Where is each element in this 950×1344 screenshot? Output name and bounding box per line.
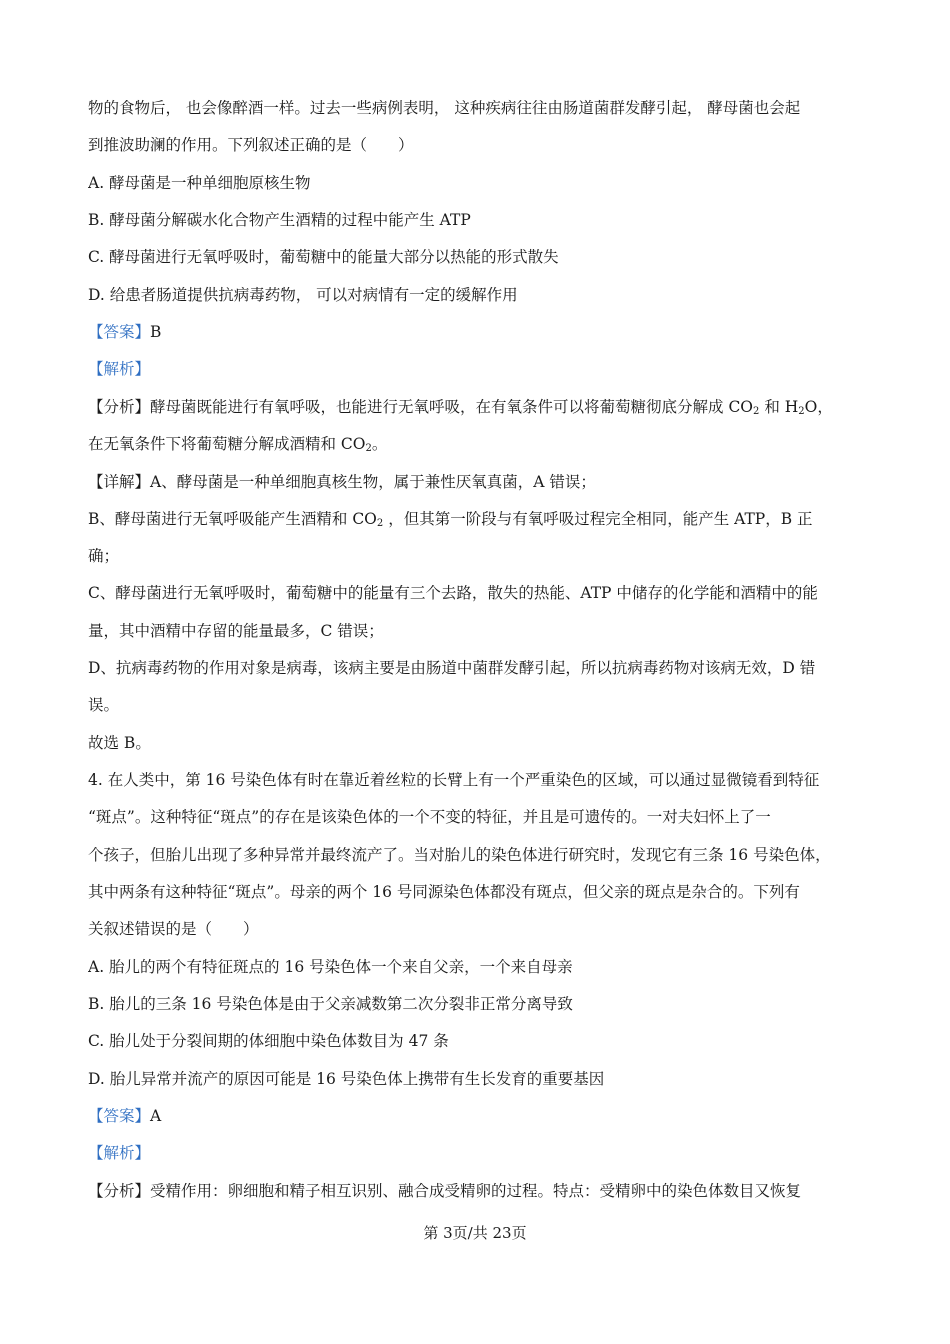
q4-stem-line-2: “斑点”。这种特征“斑点”的存在是该染色体的一个不变的特征，并且是可遗传的。一对夫妇怀上了一 (88, 808, 771, 826)
xiangjie-text: ，但其第一阶段与有氧呼吸过程完全相同，能产生 ATP，B 正 (383, 510, 813, 528)
xiangjie-text: A、酵母菌是一种单细胞真核生物，属于兼性厌氧真菌，A 错误； (150, 473, 596, 491)
subscript: 2 (753, 406, 760, 417)
fenxi-text: O， (804, 398, 833, 416)
q4-fenxi-line-1 (88, 1179, 864, 1203)
q3-xiangjie-a (88, 470, 864, 494)
xiangjie-text: B、酵母菌进行无氧呼吸能产生酒精和 CO (88, 510, 377, 528)
subscript: 2 (376, 518, 384, 529)
q3-stem-line-2: 到推波助澜的作用。下列叙述正确的是（ ） (88, 136, 414, 154)
q4-option-d: D. 胎儿异常并流产的原因可能是 16 号染色体上携带有生长发育的重要基因 (88, 1070, 605, 1088)
q3-xiangjie-b-line-2: 确； (88, 547, 120, 565)
q3-fenxi-line-2 (88, 432, 864, 456)
fenxi-tag: 【分析】 (88, 398, 151, 416)
q4-option-a: A. 胎儿的两个有特征斑点的 16 号染色体一个来自父亲，一个来自母亲 (88, 958, 573, 976)
answer-tag: 【答案】 (88, 1107, 151, 1125)
q3-fenxi-line-1 (88, 395, 864, 419)
q3-analysis-heading (88, 357, 864, 381)
answer-value: A (150, 1107, 162, 1125)
q3-xiangjie-b-line-1 (88, 507, 864, 531)
q4-stem-line-4: 其中两条有这种特征“斑点”。母亲的两个 16 号同源染色体都没有斑点，但父亲的斑点是杂合的。下列有 (88, 883, 800, 901)
q3-option-b: B. 酵母菌分解碳水化合物产生酒精的过程中能产生 ATP (88, 211, 471, 229)
fenxi-text: 。 (371, 435, 388, 453)
analysis-tag: 【解析】 (88, 1144, 151, 1162)
q3-xiangjie-c-line-1: C、酵母菌进行无氧呼吸时，葡萄糖中的能量有三个去路，散失的热能、ATP 中储存的化学能和酒精中的能 (88, 584, 818, 602)
q3-conclusion: 故选 B。 (88, 734, 151, 752)
q3-answer (88, 320, 864, 344)
fenxi-text: 受精作用：卵细胞和精子相互识别、融合成受精卵的过程。特点：受精卵中的染色体数目又恢复 (150, 1182, 802, 1200)
q3-stem-line-1: 物的食物后， 也会像醉酒一样。过去一些病例表明， 这种疾病往往由肠道菌群发酵引起， 酵母菌也会起 (88, 99, 801, 117)
answer-tag: 【答案】 (88, 323, 151, 341)
fenxi-tag: 【分析】 (88, 1182, 151, 1200)
xiangjie-tag: 【详解】 (88, 473, 151, 491)
fenxi-text: 酵母菌既能进行有氧呼吸，也能进行无氧呼吸，在有氧条件可以将葡萄糖彻底分解成 CO (150, 398, 754, 416)
subscript: 2 (798, 406, 805, 417)
q4-analysis-heading (88, 1141, 864, 1165)
q4-stem-line-5: 关叙述错误的是（ ） (88, 920, 259, 938)
subscript: 2 (365, 443, 372, 454)
fenxi-text: 在无氧条件下将葡萄糖分解成酒精和 CO (88, 435, 366, 453)
q3-option-c: C. 酵母菌进行无氧呼吸时，葡萄糖中的能量大部分以热能的形式散失 (88, 248, 559, 266)
q4-answer (88, 1104, 864, 1128)
answer-value: B (150, 323, 162, 341)
q4-stem-line-1: 4. 在人类中，第 16 号染色体有时在靠近着丝粒的长臂上有一个严重染色的区域，可以通过显微镜看到特征 (88, 771, 820, 789)
analysis-tag: 【解析】 (88, 360, 151, 378)
q4-stem-line-3: 个孩子，但胎儿出现了多种异常并最终流产了。当对胎儿的染色体进行研究时，发现它有三条 16 号染色体， (88, 846, 831, 864)
q3-xiangjie-d-line-1: D、抗病毒药物的作用对象是病毒，该病主要是由肠道中菌群发酵引起，所以抗病毒药物对该病无效，D 错 (88, 659, 816, 677)
q3-xiangjie-c-line-2: 量，其中酒精中存留的能量最多，C 错误； (88, 622, 384, 640)
q3-xiangjie-d-line-2: 误。 (88, 696, 120, 714)
fenxi-text: 和 H (759, 398, 799, 416)
q4-option-b: B. 胎儿的三条 16 号染色体是由于父亲减数第二次分裂非正常分离导致 (88, 995, 573, 1013)
q3-option-a: A. 酵母菌是一种单细胞原核生物 (88, 174, 311, 192)
q4-option-c: C. 胎儿处于分裂间期的体细胞中染色体数目为 47 条 (88, 1032, 449, 1050)
page-footer: 第 3页/共 23页 (423, 1224, 527, 1242)
q3-option-d: D. 给患者肠道提供抗病毒药物， 可以对病情有一定的缓解作用 (88, 286, 518, 304)
